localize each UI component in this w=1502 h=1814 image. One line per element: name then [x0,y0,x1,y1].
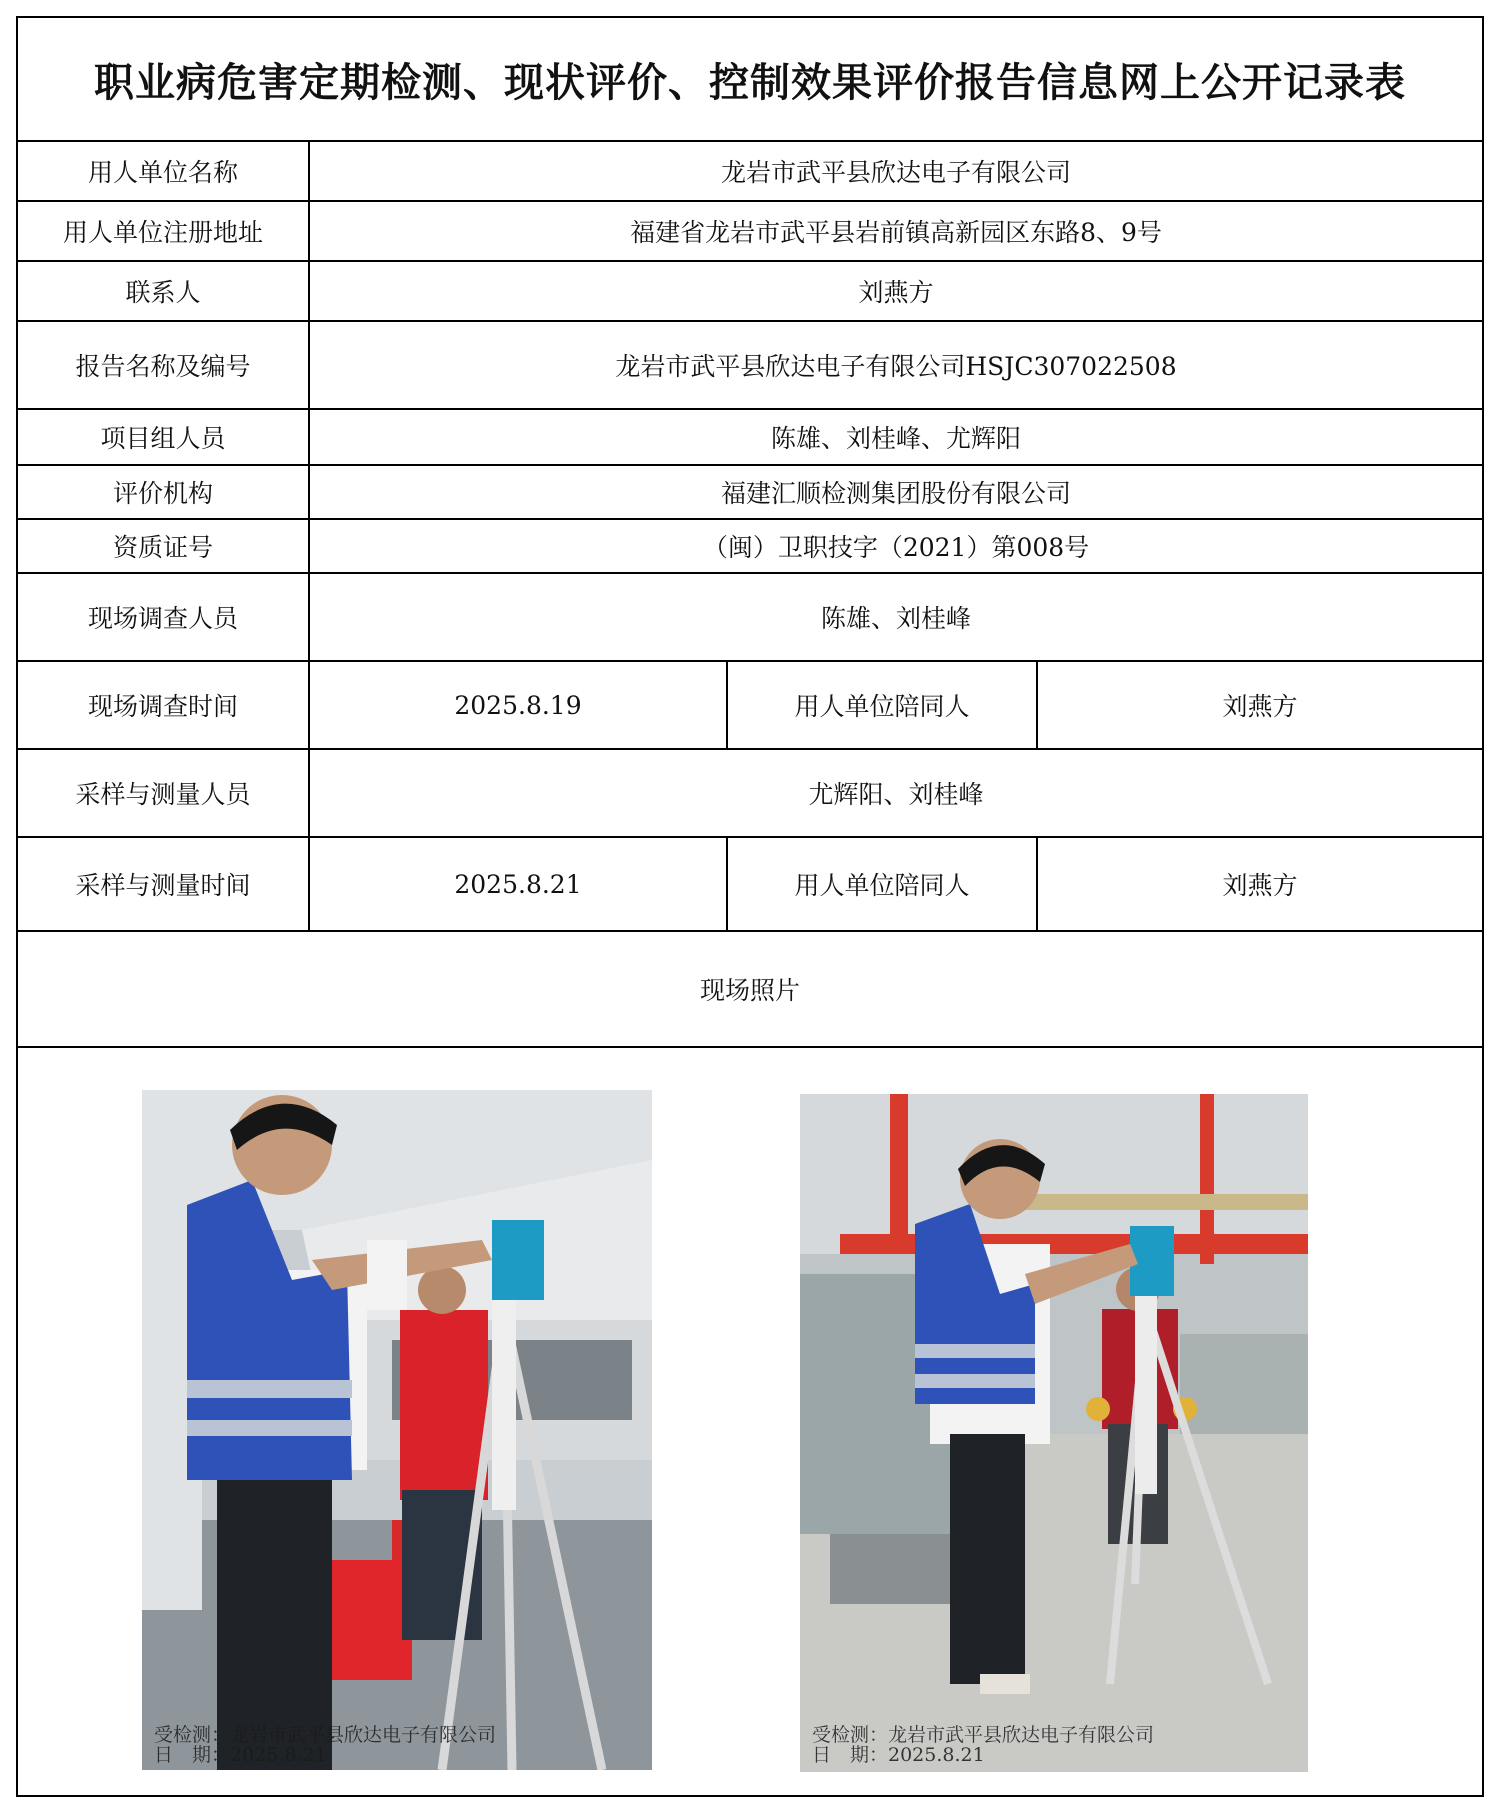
value-team: 陈雄、刘桂峰、尤辉阳 [770,424,1021,453]
value-employer-address: 福建省龙岩市武平县岩前镇高新园区东路8、9号 [630,218,1162,247]
row-survey-staff [18,574,1482,662]
photo-1-watermark-line1: 受检测：龙岩市武平县欣达电子有限公司 [154,1724,497,1746]
site-photo-1 [142,1090,652,1770]
value-report: 龙岩市武平县欣达电子有限公司HSJC307022508 [615,352,1177,381]
row-employer-name [18,142,1482,202]
photo-2-watermark-line1: 受检测：龙岩市武平县欣达电子有限公司 [812,1724,1155,1746]
row-contact [18,262,1482,322]
value-certificate: （闽）卫职技字（2021）第008号 [702,533,1090,562]
label-survey-escort: 用人单位陪同人 [728,662,1038,748]
site-photo-2 [800,1094,1308,1772]
label-employer-name: 用人单位名称 [18,142,310,200]
value-agency: 福建汇顺检测集团股份有限公司 [720,479,1071,508]
row-employer-address [18,202,1482,262]
row-report [18,322,1482,410]
label-survey-time: 现场调查时间 [18,662,310,748]
row-sampling-staff [18,750,1482,838]
label-contact: 联系人 [18,262,310,320]
photos-area [18,1048,1482,1797]
row-photos-header [18,932,1482,1048]
row-sampling-time [18,838,1482,932]
label-survey-staff: 现场调查人员 [18,574,310,660]
label-report: 报告名称及编号 [18,322,310,408]
value-survey-staff: 陈雄、刘桂峰 [820,604,971,633]
record-table [16,16,1484,1797]
page-title: 职业病危害定期检测、现状评价、控制效果评价报告信息网上公开记录表 [18,18,1482,142]
label-agency: 评价机构 [18,466,310,518]
value-sampling-time: 2025.8.21 [310,838,728,930]
label-sampling-escort: 用人单位陪同人 [728,838,1038,930]
value-employer-name: 龙岩市武平县欣达电子有限公司 [720,158,1071,187]
value-contact: 刘燕方 [858,278,934,307]
label-employer-address: 用人单位注册地址 [18,202,310,260]
value-survey-time: 2025.8.19 [310,662,728,748]
photos-header: 现场照片 [699,976,800,1005]
value-sampling-staff: 尤辉阳、刘桂峰 [808,780,984,809]
label-team: 项目组人员 [18,410,310,464]
value-survey-escort: 刘燕方 [1222,692,1298,721]
row-team [18,410,1482,466]
label-certificate: 资质证号 [18,520,310,572]
value-sampling-escort: 刘燕方 [1222,871,1298,900]
photo-2-watermark-line2: 日 期：2025.8.21 [812,1744,985,1766]
photo-1-watermark-line2: 日 期：2025.8.21 [154,1744,327,1766]
label-sampling-staff: 采样与测量人员 [18,750,310,836]
row-certificate [18,520,1482,574]
row-survey-time [18,662,1482,750]
label-sampling-time: 采样与测量时间 [18,838,310,930]
row-agency [18,466,1482,520]
